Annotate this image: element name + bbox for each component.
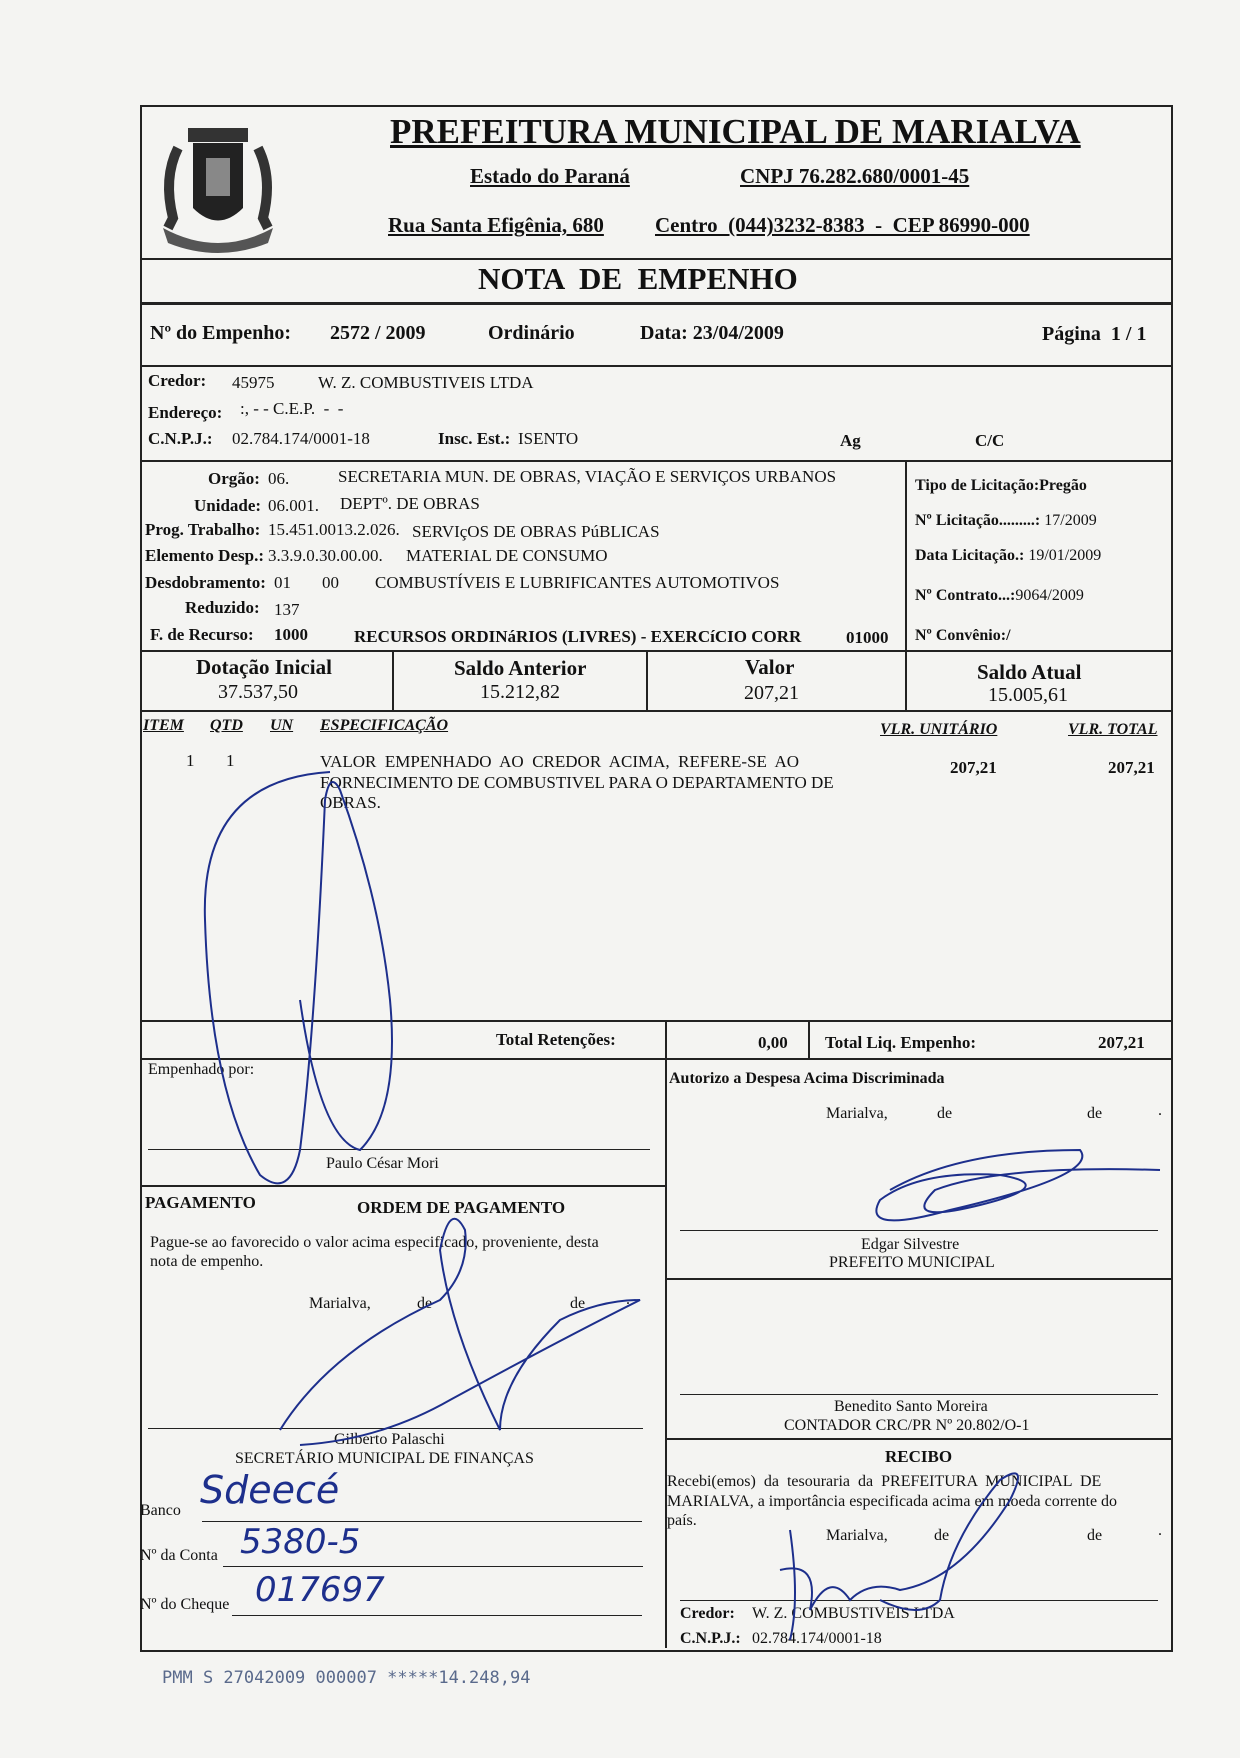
pagamento-title: PAGAMENTO (145, 1193, 256, 1212)
desdobramento-b: 00 (322, 573, 339, 592)
total-retencoes-label: Total Retenções: (496, 1030, 616, 1049)
dotacao-label: Dotação Inicial (196, 655, 332, 679)
insc-label: Insc. Est.: (438, 429, 511, 448)
header-especificacao: ESPECIFICAÇÃO (320, 717, 449, 734)
saldo-anterior-value: 15.212,82 (480, 681, 560, 703)
header-vlr-total: VLR. TOTAL (1068, 721, 1158, 738)
row-item: 1 (186, 751, 195, 770)
saldo-atual-value: 15.005,61 (988, 684, 1068, 706)
contador-name: Benedito Santo Moreira (834, 1398, 988, 1415)
dotacao-value: 37.537,50 (218, 681, 298, 703)
num-licitacao-value: 17/2009 (1040, 512, 1097, 529)
total-liq-label: Total Liq. Empenho: (825, 1033, 976, 1052)
desdobramento-label: Desdobramento: (145, 573, 266, 592)
recibo-credor-label: Credor: (680, 1605, 735, 1622)
recibo-text-2: MARIALVA, a importância especificada acima em moeda corrente do (667, 1493, 1118, 1510)
total-retencoes-value: 0,00 (758, 1033, 788, 1052)
data-licitacao (915, 547, 1101, 565)
data-licitacao-label: Data Licitação.: (915, 547, 1025, 564)
row-desc-3: OBRAS. (320, 793, 381, 812)
endereco-label: Endereço: (148, 403, 223, 422)
recibo-place: Marialva, (826, 1527, 888, 1544)
num-licitacao-label: Nº Licitação.........: (915, 512, 1041, 529)
recibo-de-2: de (1087, 1527, 1103, 1544)
autorizo-de-1: de (937, 1105, 953, 1122)
prefeito-cargo: PREFEITO MUNICIPAL (829, 1254, 995, 1271)
agency-label: Ag (840, 431, 861, 450)
pagamento-text-2: nota de empenho. (150, 1253, 264, 1270)
row-desc-1: VALOR EMPENHADO AO CREDOR ACIMA, REFERE-SE AO (320, 752, 800, 771)
header-un: UN (270, 717, 294, 734)
elemento-label: Elemento Desp.: (145, 546, 264, 565)
row-vlr-total: 207,21 (1108, 758, 1155, 777)
recibo-cnpj-label: C.N.P.J.: (680, 1630, 741, 1647)
autorizo-de-2: de (1087, 1105, 1103, 1122)
reduzido-value: 137 (274, 600, 300, 619)
orgao-label: Orgão: (208, 469, 260, 488)
row-vlr-unitario: 207,21 (950, 758, 997, 777)
recibo-cnpj-value: 02.784.174/0001-18 (752, 1630, 882, 1647)
empenhado-por-label: Empenhado por: (148, 1061, 255, 1078)
num-contrato-label: Nº Contrato...: (915, 587, 1016, 604)
municipality-address: Rua Santa Efigênia, 680 (388, 213, 604, 237)
document-title: NOTA DE EMPENHO (478, 261, 798, 296)
elemento-code: 3.3.9.0.30.00.00. (268, 546, 383, 565)
coat-of-arms-emblem (148, 108, 288, 258)
municipality-title: PREFEITURA MUNICIPAL DE MARIALVA (390, 112, 1081, 151)
cnpj-value: 02.784.174/0001-18 (232, 429, 370, 448)
pagamento-text-1: Pague-se ao favorecido o valor acima especificado, proveniente, desta (150, 1234, 599, 1251)
secretario-name: Gilberto Palaschi (334, 1431, 445, 1448)
prog-label: Prog. Trabalho: (145, 520, 261, 539)
recibo-text-3: país. (667, 1512, 697, 1529)
fonte-ref: 01000 (846, 628, 889, 647)
fonte-label: F. de Recurso: (150, 625, 254, 644)
ordem-pagamento-title: ORDEM DE PAGAMENTO (357, 1198, 566, 1217)
empenho-date: Data: 23/04/2009 (640, 322, 784, 344)
pagamento-de-2: de (570, 1295, 586, 1312)
num-contrato-value: 9064/2009 (1015, 587, 1084, 604)
saldo-atual-label: Saldo Atual (977, 660, 1082, 684)
prog-name: SERVIçOS DE OBRAS PúBLICAS (412, 522, 660, 541)
empenho-label: Nº do Empenho: (150, 322, 292, 344)
prog-code: 15.451.0013.2.026. (268, 520, 400, 539)
valor-value: 207,21 (744, 682, 799, 704)
insc-value: ISENTO (518, 429, 579, 448)
autorizo-dot: . (1158, 1102, 1162, 1119)
banco-handwritten: Sdeecé (200, 1468, 340, 1512)
cheque-handwritten: 017697 (255, 1570, 385, 1610)
account-label: C/C (975, 431, 1005, 450)
empenho-type: Ordinário (488, 322, 575, 344)
tipo-licitacao-value: Pregão (1039, 477, 1087, 494)
recibo-de-1: de (934, 1527, 950, 1544)
municipality-contact: Centro (044)3232-8383 - CEP 86990-000 (655, 213, 1030, 237)
recibo-text-1: Recebi(emos) da tesouraria da PREFEITURA MUNICIPAL DE (667, 1473, 1102, 1490)
total-liq-value: 207,21 (1098, 1033, 1145, 1052)
autorizo-place: Marialva, (826, 1105, 888, 1122)
empenho-number: 2572 / 2009 (330, 322, 426, 344)
fonte-name: RECURSOS ORDINáRIOS (LIVRES) - EXERCíCIO CORR (354, 627, 802, 646)
credor-label: Credor: (148, 371, 207, 390)
prefeito-name: Edgar Silvestre (861, 1236, 960, 1253)
header-vlr-unitario: VLR. UNITÁRIO (880, 721, 998, 738)
fonte-code: 1000 (274, 625, 308, 644)
empenhado-por-name: Paulo César Mori (326, 1155, 439, 1172)
page-number: Página 1 / 1 (1042, 323, 1147, 345)
row-qtd: 1 (226, 751, 235, 770)
pagamento-place: Marialva, (309, 1295, 371, 1312)
unidade-label: Unidade: (194, 496, 262, 515)
orgao-code: 06. (268, 469, 290, 488)
credor-name: W. Z. COMBUSTIVEIS LTDA (318, 373, 534, 392)
conta-label: Nº da Conta (140, 1547, 218, 1564)
cheque-label: Nº do Cheque (140, 1596, 230, 1613)
municipality-cnpj: CNPJ 76.282.680/0001-45 (740, 164, 970, 188)
desdobramento-name: COMBUSTÍVEIS E LUBRIFICANTES AUTOMOTIVOS (375, 573, 780, 592)
secretario-cargo: SECRETÁRIO MUNICIPAL DE FINANÇAS (235, 1450, 534, 1467)
state-name: Estado do Paraná (470, 164, 630, 188)
num-licitacao (915, 512, 1097, 530)
header-item: ITEM (143, 717, 184, 734)
elemento-name: MATERIAL DE CONSUMO (406, 546, 608, 565)
desdobramento-a: 01 (274, 573, 291, 592)
cnpj-label: C.N.P.J.: (148, 429, 213, 448)
pagamento-dot: . (626, 1291, 630, 1308)
banco-label: Banco (140, 1502, 181, 1519)
recibo-credor-value: W. Z. COMBUSTIVEIS LTDA (752, 1605, 955, 1622)
row-desc-2: FORNECIMENTO DE COMBUSTIVEL PARA O DEPARTAMENTO DE (320, 773, 834, 792)
cash-register-stamp: PMM S 27042009 000007 *****14.248,94 (162, 1668, 531, 1688)
orgao-name: SECRETARIA MUN. DE OBRAS, VIAÇÃO E SERVIÇOS URBANOS (338, 467, 837, 486)
autorizo-label: Autorizo a Despesa Acima Discriminada (669, 1070, 945, 1087)
endereco-value: :, - - C.E.P. - - (240, 399, 344, 418)
saldo-anterior-label: Saldo Anterior (454, 656, 587, 680)
conta-handwritten: 5380-5 (240, 1522, 361, 1562)
reduzido-label: Reduzido: (185, 598, 260, 617)
header-qtd: QTD (210, 717, 243, 734)
recibo-dot: . (1158, 1522, 1162, 1539)
credor-code: 45975 (232, 373, 275, 392)
unidade-code: 06.001. (268, 496, 319, 515)
recibo-title: RECIBO (885, 1447, 953, 1466)
tipo-licitacao-label: Tipo de Licitação: (915, 477, 1040, 494)
num-convenio: Nº Convênio:/ (915, 627, 1011, 644)
valor-label: Valor (745, 655, 795, 679)
contador-cargo: CONTADOR CRC/PR Nº 20.802/O-1 (784, 1417, 1030, 1434)
data-licitacao-value: 19/01/2009 (1024, 547, 1102, 564)
unidade-name: DEPTº. DE OBRAS (340, 494, 480, 513)
num-contrato (915, 587, 1084, 605)
tipo-licitacao (915, 477, 1087, 495)
pagamento-de-1: de (417, 1295, 433, 1312)
